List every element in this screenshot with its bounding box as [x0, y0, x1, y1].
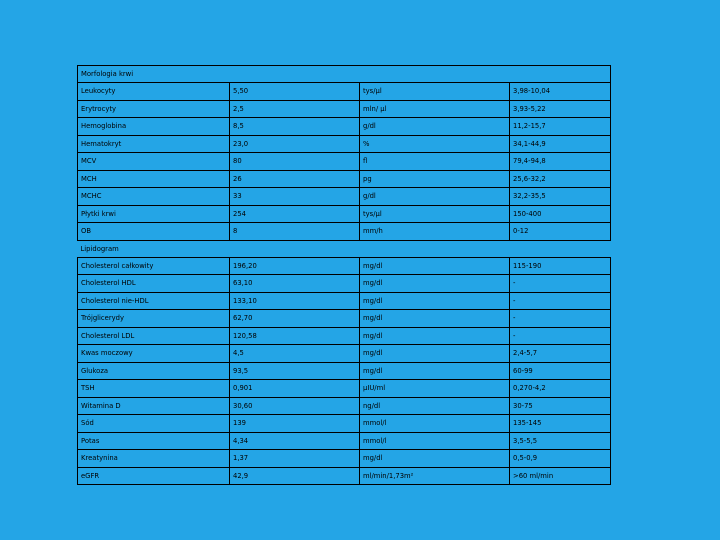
cell-unit: ml/min/1,73m² [360, 467, 510, 485]
cell-unit: mg/dl [360, 450, 510, 468]
cell-range: 150-400 [510, 205, 611, 223]
table-row [78, 467, 611, 485]
cell-unit: mg/dl [360, 257, 510, 275]
cell-unit: g/dl [360, 188, 510, 206]
cell-range: - [510, 275, 611, 293]
cell-range: 34,1-44,9 [510, 135, 611, 153]
cell-name: MCV [78, 153, 230, 171]
table-row [78, 223, 611, 241]
cell-name: Trójglicerydy [78, 310, 230, 328]
cell-range: 11,2-15,7 [510, 118, 611, 136]
table-row [78, 170, 611, 188]
cell-unit: µIU/ml [360, 380, 510, 398]
cell-value: 0,901 [230, 380, 360, 398]
cell-range: 0,270-4,2 [510, 380, 611, 398]
cell-range: 30-75 [510, 397, 611, 415]
cell-name: Hemoglobina [78, 118, 230, 136]
cell-name: Sód [78, 415, 230, 433]
cell-value: 42,9 [230, 467, 360, 485]
cell-name: MCH [78, 170, 230, 188]
cell-unit: ng/dl [360, 397, 510, 415]
cell-name: Erytrocyty [78, 100, 230, 118]
table-row [78, 345, 611, 363]
table-row [78, 118, 611, 136]
lab-results-sheet [77, 65, 610, 485]
table-row [78, 100, 611, 118]
cell-value: 8,5 [230, 118, 360, 136]
lipidogram-header-row [78, 240, 611, 257]
cell-unit: tys/µl [360, 205, 510, 223]
cell-range: 32,2-35,5 [510, 188, 611, 206]
lab-results-table [77, 65, 611, 485]
table-row [78, 327, 611, 345]
cell-range: 79,4-94,8 [510, 153, 611, 171]
morphology-header-row [78, 66, 611, 83]
cell-unit: pg [360, 170, 510, 188]
cell-unit: % [360, 135, 510, 153]
cell-unit: mmol/l [360, 432, 510, 450]
table-row [78, 188, 611, 206]
cell-name: Hematokryt [78, 135, 230, 153]
cell-name: Kreatynina [78, 450, 230, 468]
cell-unit: mg/dl [360, 327, 510, 345]
cell-value: 139 [230, 415, 360, 433]
table-row [78, 257, 611, 275]
table-row [78, 362, 611, 380]
cell-name: Kwas moczowy [78, 345, 230, 363]
table-row [78, 153, 611, 171]
morphology-title: Morfologia krwi [78, 66, 611, 83]
cell-range: - [510, 327, 611, 345]
cell-value: 196,20 [230, 257, 360, 275]
cell-unit: fl [360, 153, 510, 171]
table-row [78, 135, 611, 153]
cell-unit: mln/ µl [360, 100, 510, 118]
cell-range: 3,93-5,22 [510, 100, 611, 118]
cell-name: eGFR [78, 467, 230, 485]
cell-name: MCHC [78, 188, 230, 206]
cell-value: 23,0 [230, 135, 360, 153]
cell-value: 4,34 [230, 432, 360, 450]
cell-value: 120,58 [230, 327, 360, 345]
lipidogram-title: Lipidogram [80, 244, 119, 253]
cell-name: Cholesterol nie-HDL [78, 292, 230, 310]
cell-name: Płytki krwi [78, 205, 230, 223]
table-row [78, 397, 611, 415]
cell-name: Potas [78, 432, 230, 450]
cell-value: 2,5 [230, 100, 360, 118]
cell-unit: mg/dl [360, 275, 510, 293]
cell-range: 3,98-10,04 [510, 83, 611, 101]
cell-name: TSH [78, 380, 230, 398]
cell-name: Witamina D [78, 397, 230, 415]
cell-name: OB [78, 223, 230, 241]
cell-unit: mm/h [360, 223, 510, 241]
lab-results-body [78, 66, 611, 485]
table-row [78, 310, 611, 328]
cell-value: 1,37 [230, 450, 360, 468]
cell-value: 62,70 [230, 310, 360, 328]
cell-value: 4,5 [230, 345, 360, 363]
cell-value: 133,10 [230, 292, 360, 310]
cell-range: 60-99 [510, 362, 611, 380]
cell-range: 2,4-5,7 [510, 345, 611, 363]
cell-range: >60 ml/min [510, 467, 611, 485]
cell-range: - [510, 310, 611, 328]
cell-name: Glukoza [78, 362, 230, 380]
cell-range: 135-145 [510, 415, 611, 433]
table-row [78, 450, 611, 468]
cell-range: 115-190 [510, 257, 611, 275]
cell-value: 26 [230, 170, 360, 188]
cell-unit: mg/dl [360, 310, 510, 328]
cell-name: Leukocyty [78, 83, 230, 101]
table-row [78, 292, 611, 310]
cell-name: Cholesterol HDL [78, 275, 230, 293]
table-row [78, 415, 611, 433]
cell-unit: mg/dl [360, 292, 510, 310]
cell-range: 3,5-5,5 [510, 432, 611, 450]
table-row [78, 275, 611, 293]
cell-value: 33 [230, 188, 360, 206]
cell-value: 80 [230, 153, 360, 171]
table-row [78, 205, 611, 223]
cell-range: - [510, 292, 611, 310]
cell-unit: tys/µl [360, 83, 510, 101]
cell-unit: mg/dl [360, 362, 510, 380]
cell-value: 63,10 [230, 275, 360, 293]
cell-name: Cholesterol całkowity [78, 257, 230, 275]
table-row [78, 432, 611, 450]
cell-range: 0,5-0,9 [510, 450, 611, 468]
cell-unit: mmol/l [360, 415, 510, 433]
cell-range: 0-12 [510, 223, 611, 241]
cell-unit: mg/dl [360, 345, 510, 363]
cell-value: 30,60 [230, 397, 360, 415]
table-row [78, 83, 611, 101]
table-row [78, 380, 611, 398]
cell-value: 8 [230, 223, 360, 241]
cell-range: 25,6-32,2 [510, 170, 611, 188]
cell-value: 5,50 [230, 83, 360, 101]
cell-unit: g/dl [360, 118, 510, 136]
cell-value: 93,5 [230, 362, 360, 380]
cell-name: Cholesterol LDL [78, 327, 230, 345]
cell-value: 254 [230, 205, 360, 223]
